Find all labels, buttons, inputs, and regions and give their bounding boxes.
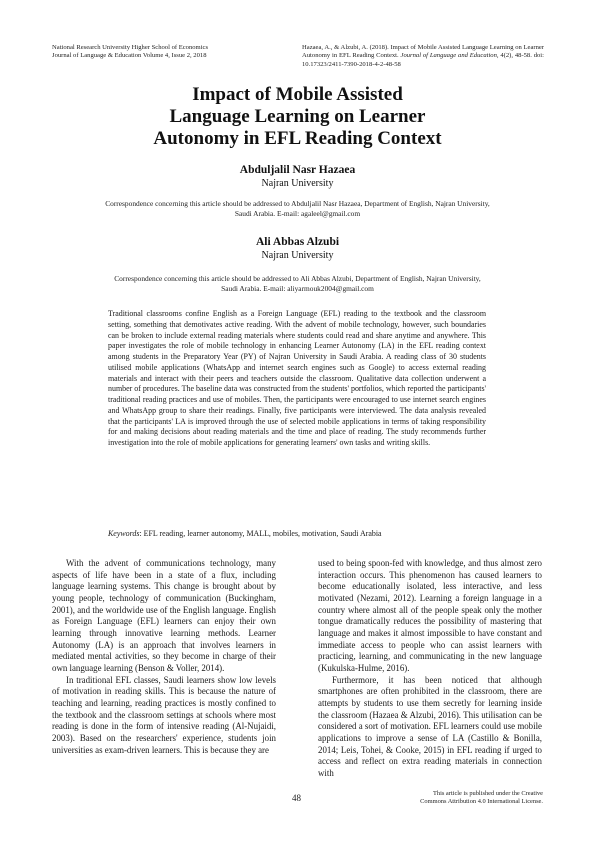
header-institution: National Research University Higher School of Economics: [52, 44, 209, 51]
author-affiliation: Najran University: [261, 178, 334, 189]
abstract: Traditional classrooms confine English as a Foreign Language (EFL) reading to the textbook and the classroom setting, something that demotivates active reading. With the advent of mobile technology, however, such boundaries can be broken to include external reading materials where students could read and share anytime and anywhere. This paper investigates the role of mobile technology in enhancing Learner Autonomy (LA) in the EFL reading context among students in the Preparatory Year (PY) of Najran University in Saudi Arabia. A reading class of 30 students utilised mobile applications (WhatsApp and internet search engines such as Google) to access external reading materials and interact with their peers and teachers outside the classroom. Qualitative data collection underwent a number of procedures. The baseline data was constructed from the students' portfolios, which reported the participants' traditional reading practices and use of mobiles. Then, the participants were encouraged to use internet search engines and WhatsApp group to share their readings. Finally, five participants were interviewed. The data analysis revealed that the participants' LA is improved through the use of selected mobile applications in terms of taking responsibility for and making decisions about reading materials and the time and place of reading. The study recommends further investigation into the role of mobile applications for generating learners' own tasks and writing skills.: [108, 309, 486, 447]
body-column-left: [52, 558, 276, 756]
citation-tail: 4(2), 48-58. doi: 10.17323/2411-7390-2018-4-2-48-58: [302, 52, 544, 68]
title-line: Language Learning on Learner: [169, 106, 426, 127]
keywords-list: : EFL reading, learner autonomy, MALL, mobiles, motivation, Saudi Arabia: [139, 529, 382, 538]
running-header-citation: [302, 44, 544, 69]
title-line: Impact of Mobile Assisted: [192, 84, 403, 105]
keywords: [108, 529, 486, 540]
title-line: Autonomy in EFL Reading Context: [153, 128, 442, 149]
body-paragraph: used to being spoon-fed with knowledge, and thus almost zero interaction occurs. This phenomenon has caused learners to become educationally isolated, less interactive, and less motivated (Nezami, 2012). Learning a foreign language in a country where almost all of the people speak only the mother tongue dramatically reduces the possibility of mastering that language and makes it almost impossible to have constant and immediate access to people who can assist learners with practicing, learning, and communicating in the new language (Kukulska-Hulme, 2016).: [318, 558, 542, 673]
license-line: Commons Attribution 4.0 International License.: [420, 798, 543, 806]
author-name: Abduljalil Nasr Hazaea: [239, 164, 356, 176]
article-title: [100, 84, 495, 150]
page-number: 48: [292, 793, 301, 803]
body-paragraph: Furthermore, it has been noticed that although smartphones are often prohibited in the classroom, there are attempts by students to use them secretly for learning inside the classroom (Hazaea & Alzubi, 2016). This utilisation can be considered a sort of motivation. EFL learners could use mobile applications to improve a sense of LA (Castillo & Bonilla, 2014; Leis, Tohei, & Cooke, 2015) in EFL reading if urged to access and reflect on extra reading materials in connection with: [318, 674, 542, 778]
running-header-left: [52, 44, 302, 61]
author-affiliation: Najran University: [261, 250, 334, 261]
body-paragraph: With the advent of communications technology, many aspects of life have been in a state of a flux, including language learning systems. This change is brought about by young people, technology of communication (Buckingham, 2001), and the worldwide use of the English language. English as Foreign Language (EFL) learners can enjoy their own learning through innovative learning methods. Learner Autonomy (LA) is an approach that involves learners in mediated mental activities, so they become in charge of their own language learning (Benson & Voller, 2014).: [52, 558, 276, 673]
author-name: Ali Abbas Alzubi: [255, 236, 340, 248]
body-column-right: [318, 558, 542, 779]
header-journal-issue: Journal of Language & Education Volume 4, Issue 2, 2018: [52, 52, 207, 60]
correspondence-note: Correspondence concerning this article should be addressed to Ali Abbas Alzubi, Department of English, Najran University, Saudi Arabia. E-mail: aliyarmouk2004@gmail.com: [114, 274, 481, 294]
license-line: This article is published under the Creative: [432, 790, 543, 797]
license-note: [380, 790, 543, 806]
citation-journal: Journal of Language and Education,: [400, 52, 499, 60]
body-paragraph: In traditional EFL classes, Saudi learners show low levels of motivation in reading skills. This is because the nature of teaching and learning, reading practices is mostly confined to the textbook and the classroom settings at schools where most reading is done in the form of intensive reading (Al-Nujaidi, 2003). Based on the researchers' experience, students join universities as exam-driven learners. This is because they are: [52, 674, 276, 755]
keywords-label: Keywords: [108, 529, 140, 538]
citation-text: Hazaea, A., & Alzubi, A. (2018). Impact of Mobile Assisted Language Learning on Learner Autonomy in EFL Reading Context.: [302, 44, 544, 60]
correspondence-note: Correspondence concerning this article should be addressed to Abduljalil Nasr Hazaea, Department of English, Najran University, Saudi Arabia. E-mail: agaleel@gmail.com: [105, 199, 490, 219]
